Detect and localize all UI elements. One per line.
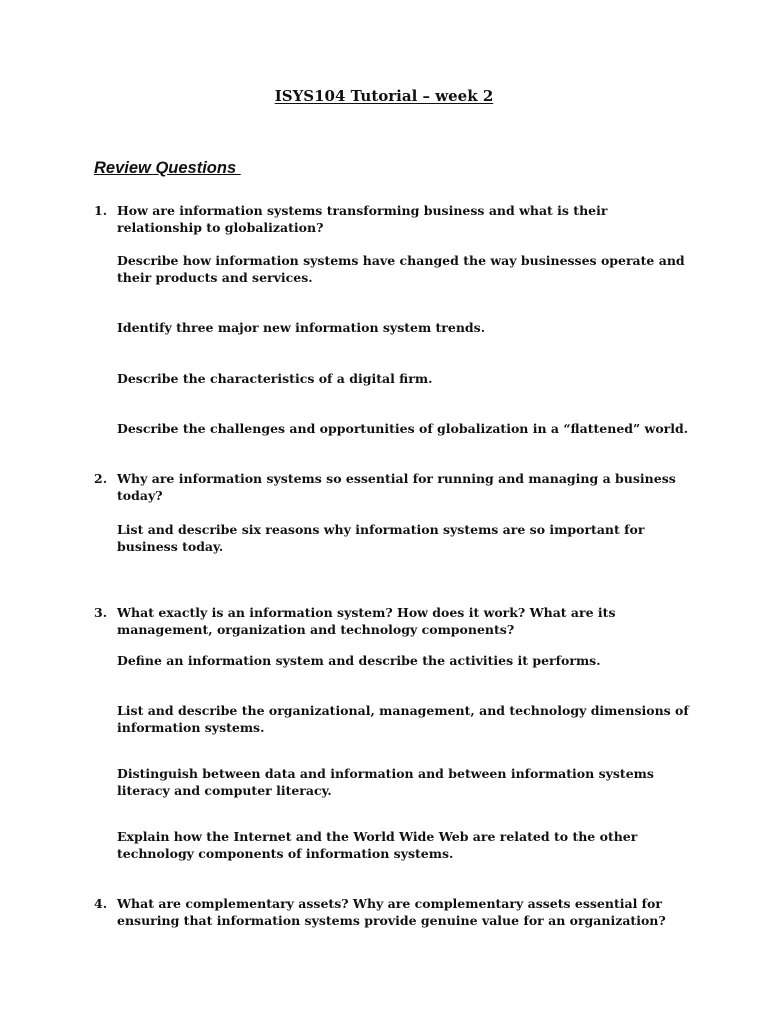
question-3-number: 3. xyxy=(94,605,108,620)
question-3-item-2: List and describe the organizational, management, and technology dimensions of information systems. xyxy=(117,703,689,735)
question-4-number: 4. xyxy=(94,896,108,911)
question-2-item-1: List and describe six reasons why information systems are so important for business today. xyxy=(117,522,645,554)
question-1-item-3: Describe the characteristics of a digital firm. xyxy=(117,371,433,386)
question-3-item-1: Define an information system and describe the activities it performs. xyxy=(117,653,601,668)
question-2-number: 2. xyxy=(94,471,108,486)
question-3-item-4: Explain how the Internet and the World Wide Web are related to the other technology components of information systems. xyxy=(117,829,638,861)
question-3-item-3: Distinguish between data and information and between information systems literacy and computer literacy. xyxy=(117,766,654,798)
question-3-text: What exactly is an information system? How does it work? What are its management, organization and technology components? xyxy=(117,605,616,637)
question-1-item-2: Identify three major new information system trends. xyxy=(117,320,486,335)
question-4-text: What are complementary assets? Why are complementary assets essential for ensuring that information systems provide genuine value for an organization? xyxy=(117,896,666,928)
question-1-number: 1. xyxy=(94,203,108,218)
question-1-text: How are information systems transforming business and what is their relationship to globalization? xyxy=(117,203,608,235)
section-heading-review-questions: Review Questions xyxy=(94,159,241,177)
question-2-text: Why are information systems so essential for running and managing a business today? xyxy=(117,471,676,503)
question-1-item-1: Describe how information systems have changed the way businesses operate and their products and services. xyxy=(117,253,685,285)
document-title: ISYS104 Tutorial – week 2 xyxy=(274,87,494,105)
question-1-item-4: Describe the challenges and opportunities of globalization in a “flattened” world. xyxy=(117,421,689,436)
